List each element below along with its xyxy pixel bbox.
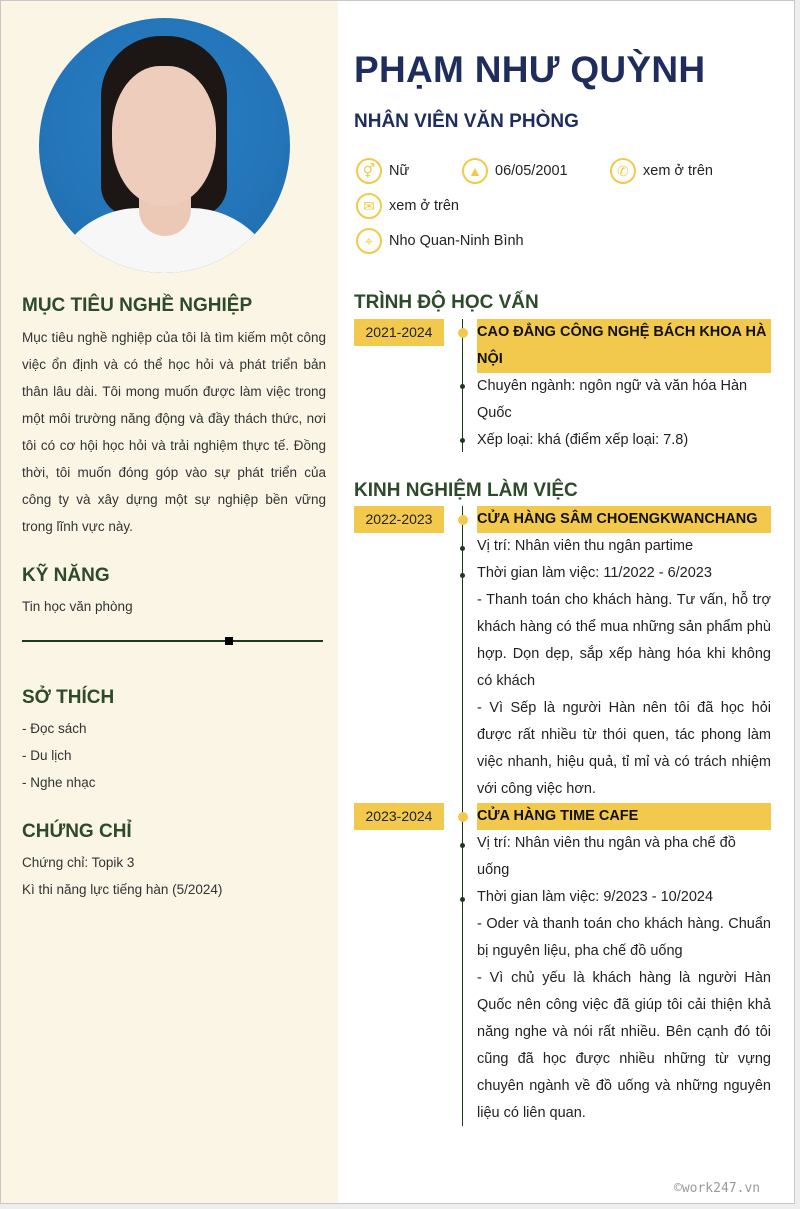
birthday-cake-icon: ▲	[462, 158, 488, 184]
watermark: ©work247.vn	[674, 1181, 761, 1196]
certificate-item: Kì thi năng lực tiếng hàn (5/2024)	[22, 882, 223, 897]
education-title: TRÌNH ĐỘ HỌC VẤN	[354, 292, 539, 313]
experience-period: Thời gian làm việc: 9/2023 - 10/2024	[477, 889, 714, 905]
experience-years: 2022-2023	[354, 506, 444, 533]
experience-description: - Oder và thanh toán cho khách hàng. Chuẩn bị nguyên liệu, pha chế đồ uống	[477, 916, 771, 959]
timeline-dot	[458, 328, 468, 338]
candidate-name: PHẠM NHƯ QUỲNH	[354, 49, 706, 90]
skill-level-bar	[22, 640, 323, 642]
phone-icon: ✆	[610, 158, 636, 184]
experience-company: CỬA HÀNG TIME CAFE	[477, 803, 771, 830]
experience-years: 2023-2024	[354, 803, 444, 830]
certificates-title: CHỨNG CHỈ	[22, 821, 132, 842]
experience-position: Vị trí: Nhân viên thu ngân và pha chế đồ uống	[477, 835, 736, 878]
experience-description: - Vì Sếp là người Hàn nên tôi đã học hỏi được rất nhiều từ thói quen, tác phong làm việc nhanh, hiệu quả, tỉ mỉ và có trách nhiệm với công việc hơn.	[477, 700, 771, 797]
map-location-icon: ⌖	[356, 228, 382, 254]
experience-position: Vị trí: Nhân viên thu ngân partime	[477, 538, 694, 554]
experience-description: - Vì chủ yếu là khách hàng là người Hàn Quốc nên công việc đã giúp tôi cải thiện khả năng nghe và nói rất nhiều. Bên cạnh đó tôi cũng đã học được nhiều những từ vựng chuyên ngành về đồ uống và những nguyên liệu có liên quan.	[477, 970, 771, 1121]
gender-icon: ⚥	[356, 158, 382, 184]
experience-company: CỬA HÀNG SÂM CHOENGKWANCHANG	[477, 506, 771, 533]
experience-title: KINH NGHIỆM LÀM VIỆC	[354, 480, 578, 501]
contact-gender: ⚥ Nữ	[356, 158, 409, 184]
timeline-dot	[458, 812, 468, 822]
hobby-item: - Nghe nhạc	[22, 775, 96, 790]
experience-period: Thời gian làm việc: 11/2022 - 6/2023	[477, 565, 712, 581]
sidebar	[1, 1, 338, 1203]
hobby-item: - Du lịch	[22, 748, 72, 763]
hobby-item: - Đọc sách	[22, 721, 87, 736]
contact-email: ✉ xem ở trên	[356, 193, 459, 219]
education-major: Chuyên ngành: ngôn ngữ và văn hóa Hàn Quốc	[477, 378, 748, 421]
timeline-dot	[458, 515, 468, 525]
contact-phone: ✆ xem ở trên	[610, 158, 713, 184]
education-school: CAO ĐẲNG CÔNG NGHỆ BÁCH KHOA HÀ NỘI	[477, 319, 771, 373]
skill-level-marker	[225, 637, 233, 645]
contact-birthday: ▲ 06/05/2001	[462, 158, 568, 184]
objective-title: MỤC TIÊU NGHỀ NGHIỆP	[22, 295, 253, 316]
candidate-role: NHÂN VIÊN VĂN PHÒNG	[354, 111, 579, 132]
contact-address: ⌖ Nho Quan-Ninh Bình	[356, 228, 524, 254]
education-grade: Xếp loại: khá (điểm xếp loại: 7.8)	[477, 432, 689, 448]
education-years: 2021-2024	[354, 319, 444, 346]
experience-description: - Thanh toán cho khách hàng. Tư vấn, hỗ trợ khách hàng có thể mua những sản phẩm phù hợp. Dọn dẹp, sắp xếp hàng hóa khi không có khách	[477, 592, 771, 689]
certificate-item: Chứng chỉ: Topik 3	[22, 855, 135, 870]
email-icon: ✉	[356, 193, 382, 219]
objective-text: Mục tiêu nghề nghiệp của tôi là tìm kiếm một công việc ổn định và có thể học hỏi và phát triển bản thân lâu dài. Tôi mong muốn được làm việc trong một môi trường năng động và đầy thách thức, nơi tôi có cơ hội học hỏi và trải nghiệm thực tế. Đồng thời, tôi muốn đóng góp vào sự phát triển của công ty và xây dựng một sự nghiệp bền vững trong lĩnh vực này.	[22, 330, 326, 534]
skills-title: KỸ NĂNG	[22, 565, 110, 586]
hobbies-title: SỞ THÍCH	[22, 687, 115, 708]
skill-name: Tin học văn phòng	[22, 599, 133, 614]
avatar	[39, 18, 290, 273]
